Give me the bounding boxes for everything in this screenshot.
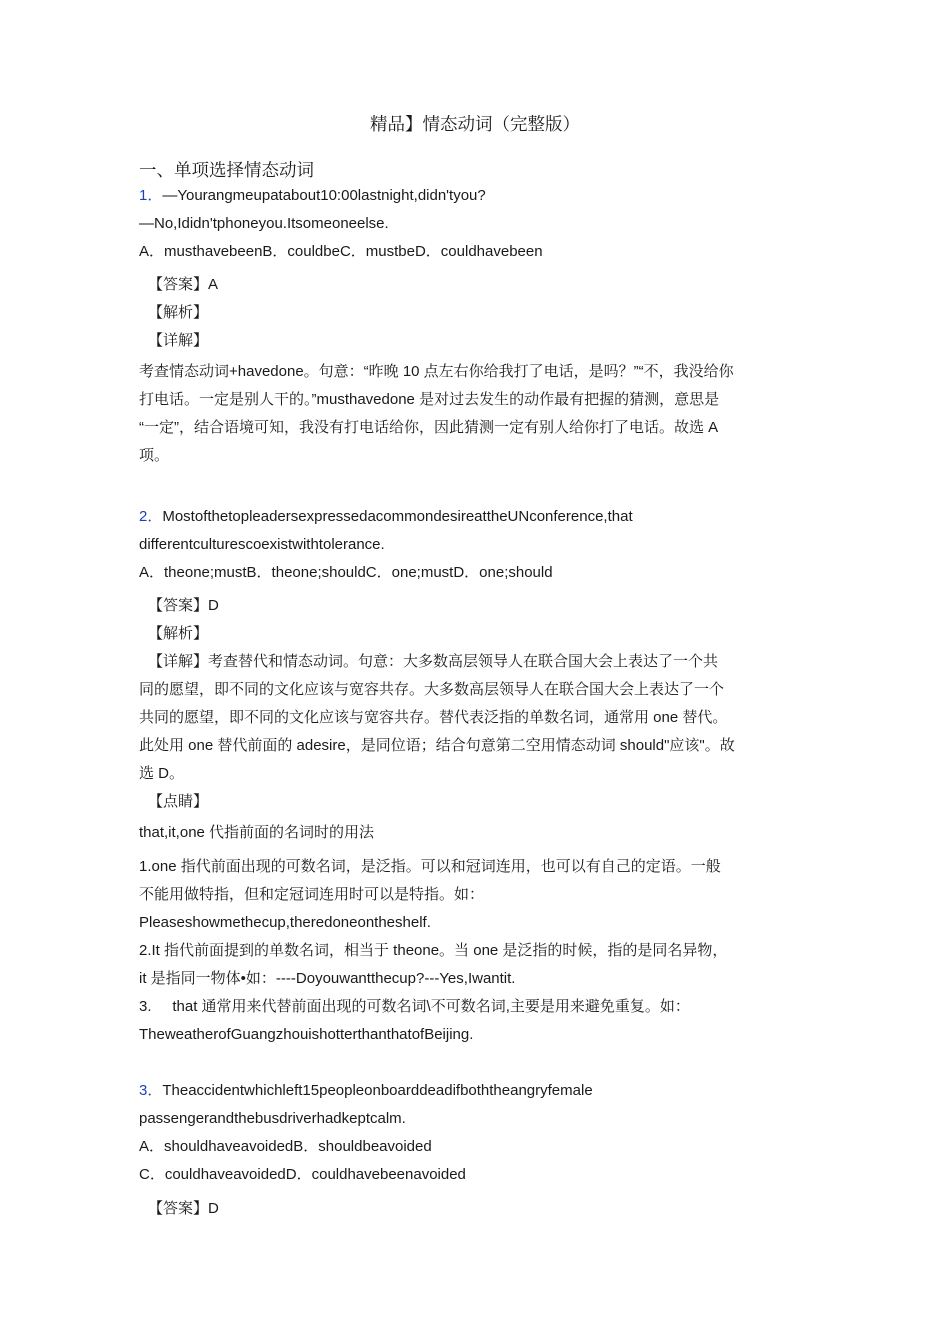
question-2-stem-line2: differentculturescoexistwithtolerance. <box>139 536 385 553</box>
question-number: 3． <box>139 1082 163 1099</box>
question-1-explanation-line: “一定”，结合语境可知，我没有打电话给你，因此猜测一定有别人给你打了电话。故选 A <box>139 419 719 436</box>
question-2-explanation-line: 共同的愿望，即不同的文化应该与宽容共存。替代表泛指的单数名词，通常用 one 替代。 <box>139 709 728 726</box>
question-2-stem <box>139 507 633 527</box>
question-text: Theaccidentwhichleft15peopleonboarddeadifboththeangryfemale <box>162 1082 593 1099</box>
question-2-answer: 【答案】D <box>148 597 219 614</box>
question-2-note-line: 1.one 指代前面出现的可数名词，是泛指。可以和冠词连用，也可以有自己的定语。一般 <box>139 858 721 875</box>
question-2-explanation-line: 【详解】考查替代和情态动词。句意：大多数高层领导人在联合国大会上表达了一个共 <box>148 653 719 670</box>
question-2-analysis-label: 【解析】 <box>148 625 209 642</box>
question-1-answer: 【答案】A <box>148 276 219 293</box>
question-2-note-line: TheweatherofGuangzhouishotterthanthatofBeijing. <box>139 1026 474 1043</box>
question-2-explanation-line: 此处用 one 替代前面的 adesire，是同位语；结合句意第二空用情态动词 should"应该"。故 <box>139 737 735 754</box>
question-1-stem-line2: —No,Ididn'tphoneyou.Itsomeoneelse. <box>139 215 389 232</box>
question-3-options-line1: A．shouldhaveavoidedB．shouldbeavoided <box>139 1138 432 1155</box>
question-2-note-line: 3. that 通常用来代替前面出现的可数名词\不可数名词,主要是用来避免重复。如： <box>139 998 690 1015</box>
question-2-tip-label: 【点睛】 <box>148 793 209 810</box>
question-1-explanation-line: 项。 <box>139 447 170 464</box>
question-2-note-line: Pleaseshowmethecup,theredoneontheshelf. <box>139 914 431 931</box>
question-3-options-line2: C．couldhaveavoidedD．couldhavebeenavoided <box>139 1166 466 1183</box>
question-1-options: A．musthavebeenB．couldbeC．mustbeD．couldhavebeen <box>139 243 543 260</box>
question-2-note-line: it 是指同一物体•如：----Doyouwantthecup?---Yes,Iwantit. <box>139 970 516 987</box>
question-2-note-line: 2.It 指代前面提到的单数名词，相当于 theone。当 one 是泛指的时候，指的是同名异物， <box>139 942 728 959</box>
document-title: 精品】情态动词（完整版） <box>370 115 580 135</box>
question-1-explanation-line: 考查情态动词+havedone。句意：“昨晚 10 点左右你给我打了电话，是吗？”“不，我没给你 <box>139 363 734 380</box>
question-text: MostofthetopleadersexpressedacommondesireattheUNconference,that <box>162 508 633 525</box>
question-3-answer: 【答案】D <box>148 1200 219 1217</box>
question-2-note-line: 不能用做特指，但和定冠词连用时可以是特指。如： <box>139 886 485 903</box>
question-2-explanation-line: 同的愿望，即不同的文化应该与宽容共存。大多数高层领导人在联合国大会上表达了一个 <box>139 681 725 698</box>
question-3-stem-line2: passengerandthebusdriverhadkeptcalm. <box>139 1110 406 1127</box>
section-heading: 一、单项选择情态动词 <box>139 161 314 181</box>
question-3-stem <box>139 1081 593 1101</box>
question-2-note-line: that,it,one 代指前面的名词时的用法 <box>139 824 375 841</box>
question-2-explanation-line: 选 D。 <box>139 765 185 782</box>
question-1-stem <box>139 186 486 206</box>
question-text: —Yourangmeupatabout10:00lastnight,didn'tyou? <box>162 187 486 204</box>
question-number: 1． <box>139 187 163 204</box>
question-1-detail-label: 【详解】 <box>148 332 209 349</box>
question-1-explanation-line: 打电话。一定是别人干的。”musthavedone 是对过去发生的动作最有把握的猜测，意思是 <box>139 391 720 408</box>
question-1-analysis-label: 【解析】 <box>148 304 209 321</box>
question-number: 2． <box>139 508 163 525</box>
question-2-options: A．theone;mustB．theone;shouldC．one;mustD．one;should <box>139 564 553 581</box>
